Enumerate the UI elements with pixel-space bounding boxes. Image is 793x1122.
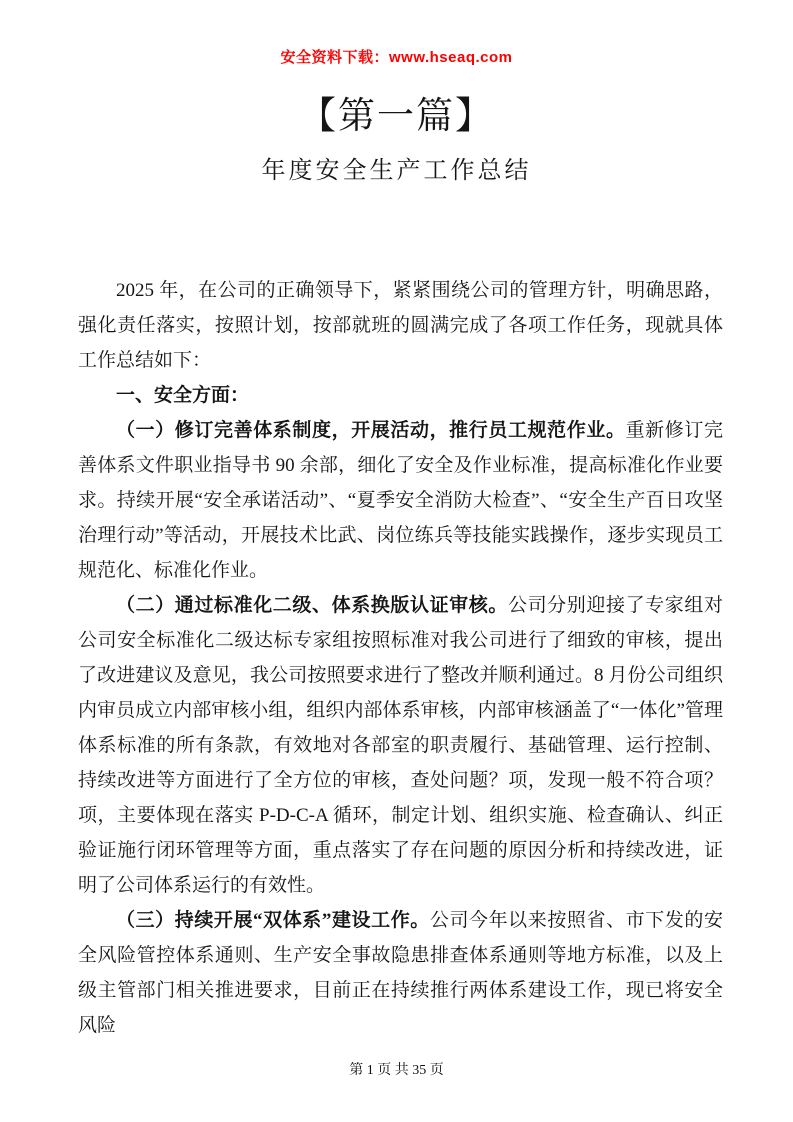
document-subtitle: 年度安全生产工作总结	[261, 158, 532, 184]
document-title: 【第一篇】	[299, 96, 494, 137]
item-2-lead: （二）通过标准化二级、体系换版认证审核。	[116, 595, 508, 616]
download-header-label: 安全资料下载：	[280, 50, 390, 66]
item-1-lead: （一）修订完善体系制度，开展活动，推行员工规范作业。	[116, 420, 626, 441]
item-1-text: 重新修订完善体系文件职业指导书 90 余部，细化了安全及作业标准，提高标准化作业要求。持续开展“安全承诺活动”、“夏季安全消防大检查”、“安全生产百日攻坚治理行动”等活动，开展技术比武、岗位练兵等技能实践操作，逐步实现员工规范化、标准化作业。	[78, 420, 723, 581]
item-2-text: 公司分别迎接了专家组对公司安全标准化二级达标专家组按照标准对我公司进行了细致的审核，提出了改进建议及意见，我公司按照要求进行了整改并顺利通过。8 月份公司组织内审员成立内部审核小组，组织内部体系审核，内部审核涵盖了“一体化”管理体系标准的所有条款，有效地对各部室的职责履行、基础管理、运行控制、持续改进等方面进行了全方位的审核，查处问题？项，发现一般不符合项？项，主要体现在落实 P-D-C-A 循环，制定计划、组织实施、检查确认、纠正验证施行闭环管理等方面，重点落实了存在问题的原因分析和持续改进，证明了公司体系运行的有效性。	[78, 595, 723, 896]
section-heading-safety: 一、安全方面：	[116, 385, 250, 406]
item-3-text: 公司今年以来按照省、市下发的安全风险管控体系通则、生产安全事故隐患排查体系通则等地方标准，以及上级主管部门相关推进要求，目前正在持续推行两体系建设工作，现已将安全风险	[78, 910, 723, 1036]
item-paragraph-2	[78, 588, 723, 903]
item-paragraph-3	[78, 903, 723, 1043]
download-header	[0, 0, 793, 67]
document-body	[78, 273, 723, 1043]
intro-paragraph: 2025 年，在公司的正确领导下，紧紧围绕公司的管理方针，明确思路，强化责任落实，按照计划，按部就班的圆满完成了各项工作任务，现就具体工作总结如下：	[78, 280, 723, 371]
item-3-lead: （三）持续开展“双体系”建设工作。	[116, 910, 430, 931]
download-header-link[interactable]: www.hseaq.com	[389, 49, 513, 66]
page-number-footer: 第 1 页 共 35 页	[349, 1063, 444, 1078]
item-paragraph-1	[78, 413, 723, 588]
